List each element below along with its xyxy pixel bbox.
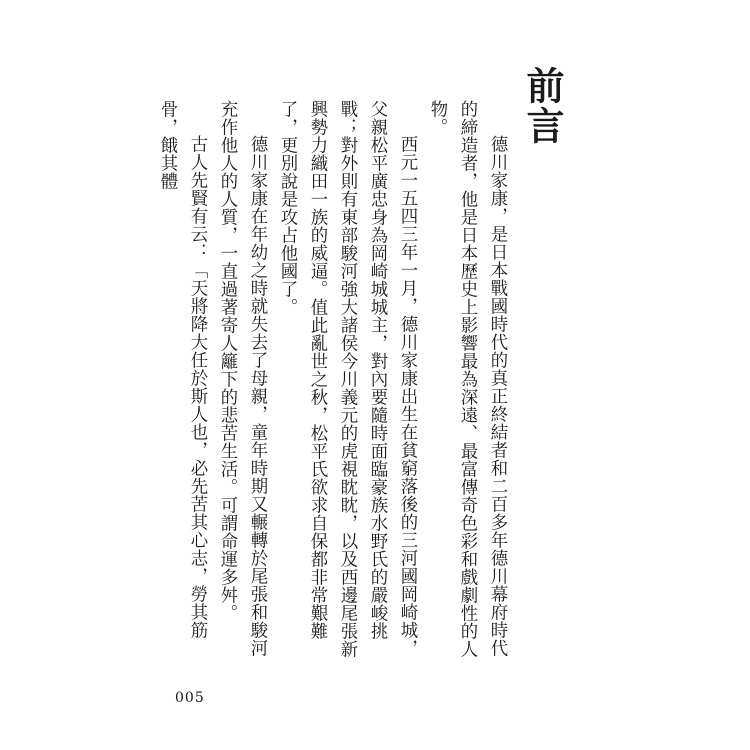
paragraph: 西元一五四三年一月，德川家康出生在貧窮落後的三河國岡崎城，父親松平廣忠身為岡崎城城主，對內要隨時面臨豪族水野氏的嚴峻挑戰；對外則有東部駿河強大諸侯今川義元的虎視眈眈，以及西邊尾張新興勢力織田一族的威逼。值此亂世之秋，松平氏欲求自保都非常艱難了，更別說是攻占他國了。	[277, 100, 417, 658]
page-number: 005	[175, 690, 205, 706]
paragraph: 古人先賢有云：「天將降大任於斯人也，必先苦其心志，勞其筋骨，餓其體	[157, 100, 207, 639]
paragraph: 德川家康在年幼之時就失去了母親，童年時期又輾轉於尾張和駿河充作他人的人質，一直過著寄人籬下的悲苦生活。可謂命運多舛。	[217, 100, 267, 657]
paragraph: 德川家康，是日本戰國時代的真正終結者和二百多年德川幕府時代的締造者，他是日本歷史上影響最為深遠、最富傳奇色彩和戲劇性的人物。	[427, 100, 507, 658]
body-text	[152, 100, 512, 660]
chapter-heading: 前言	[520, 66, 565, 146]
